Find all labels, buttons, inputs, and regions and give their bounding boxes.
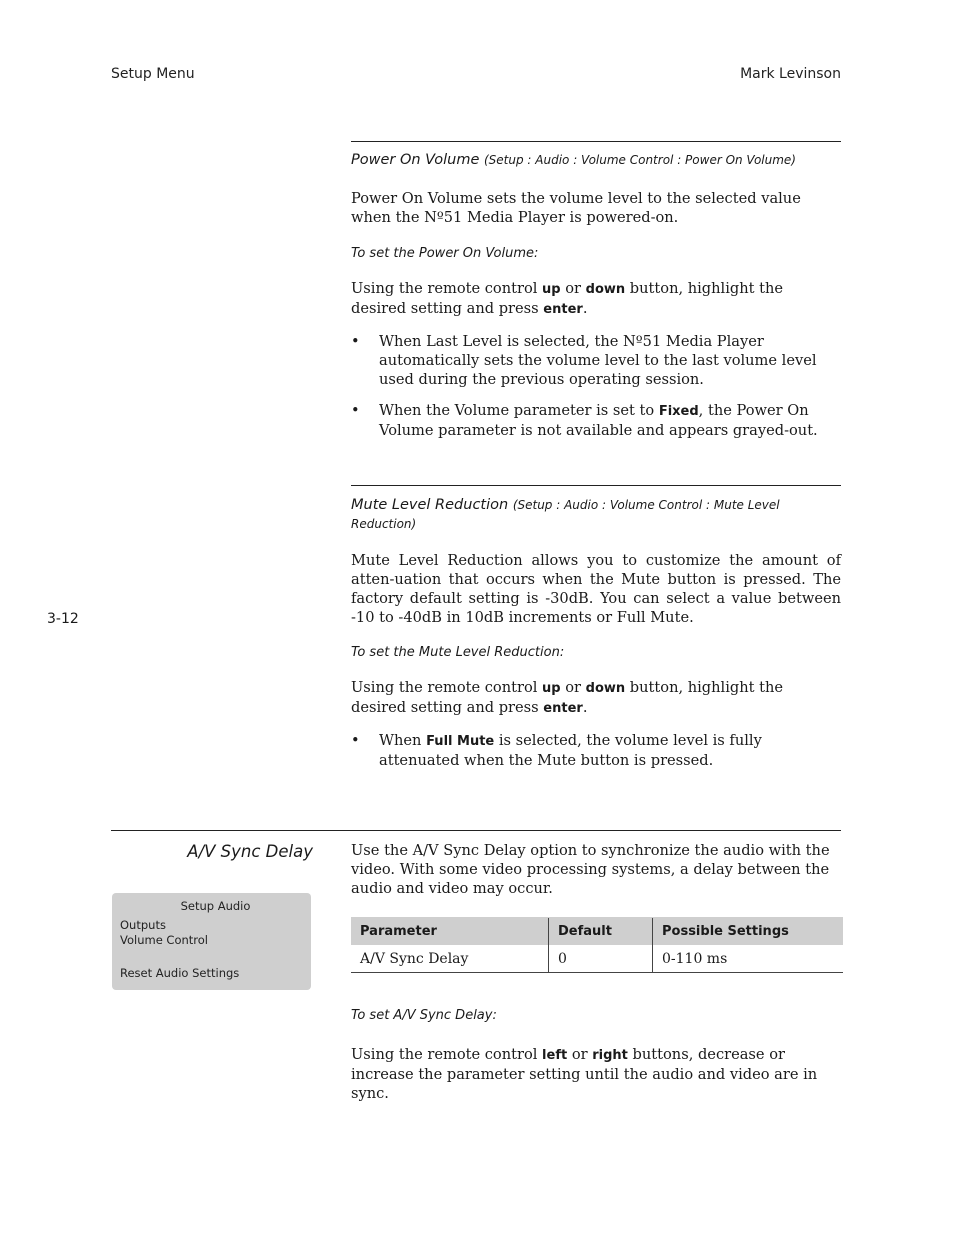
keyword-enter: enter (543, 701, 583, 716)
power-on-volume-heading (351, 151, 843, 170)
text: or (560, 679, 586, 696)
bullet-icon: • (351, 333, 360, 350)
mute-level-reduction-instruction (351, 678, 841, 718)
text: , the Power On Volume parameter is not available and appears grayed-out. (379, 402, 818, 439)
column-header-default: Default (549, 918, 653, 946)
keyword-right: right (592, 1048, 628, 1063)
table-row (351, 945, 843, 973)
section-rule (351, 141, 841, 142)
mute-level-reduction-description: Mute Level Reduction allows you to customize the amount of atten-uation that occurs when the Mute button is pressed. The factory default setting is -30dB. You can select a value between -10 to -40dB in 10dB increments or Full Mute. (351, 552, 841, 626)
text: is selected, the volume level is fully attenuated when the Mute button is pressed. (379, 732, 762, 769)
text: or (567, 1046, 593, 1063)
menu-item-reset-audio-settings[interactable]: Reset Audio Settings (120, 966, 240, 980)
menu-item-volume-control[interactable]: Volume Control (120, 933, 208, 947)
section-title: Mute Level Reduction (351, 497, 509, 513)
keyword-up: up (542, 681, 561, 696)
menu-path: (Setup : Audio : Volume Control : Mute Level Reduction) (351, 498, 780, 531)
keyword-up: up (542, 282, 561, 297)
power-on-volume-instruction (351, 279, 841, 319)
section-title: Power On Volume (351, 152, 480, 168)
text: Using the remote control (351, 679, 543, 696)
text: button, highlight the desired setting and press (351, 280, 784, 317)
text: . (582, 699, 588, 716)
bullet-text (379, 731, 841, 770)
column-header-parameter: Parameter (351, 918, 549, 946)
table-cell: 0 (549, 945, 653, 973)
keyword-left: left (542, 1048, 568, 1063)
table-cell: 0-110 ms (653, 945, 844, 973)
text: When the Volume parameter is set to (379, 402, 659, 419)
av-sync-subheading: To set A/V Sync Delay: (351, 1008, 497, 1023)
parameter-table (351, 917, 843, 973)
keyword-down: down (585, 282, 626, 297)
text: Using the remote control (351, 1046, 543, 1063)
table-header-row (351, 918, 843, 946)
mute-level-reduction-heading (351, 496, 843, 534)
table-cell: A/V Sync Delay (351, 945, 549, 973)
setup-audio-menu (112, 893, 311, 990)
keyword-enter: enter (543, 302, 583, 317)
keyword-fixed: Fixed (658, 404, 699, 419)
power-on-volume-description: Power On Volume sets the volume level to the selected value when the Nº51 Media Player is powered-on. (351, 190, 801, 226)
bullet-icon: • (351, 732, 360, 749)
mute-level-reduction-subheading: To set the Mute Level Reduction: (351, 645, 565, 660)
keyword-down: down (585, 681, 626, 696)
menu-title: Setup Audio (180, 899, 251, 913)
av-sync-description: Use the A/V Sync Delay option to synchronize the audio with the video. With some video processing systems, a delay between the audio and video may occur. (351, 842, 830, 897)
header-left: Setup Menu (111, 66, 195, 82)
power-on-volume-subheading: To set the Power On Volume: (351, 246, 539, 261)
keyword-full-mute: Full Mute (426, 734, 495, 749)
text: Using the remote control (351, 280, 543, 297)
menu-item-outputs[interactable]: Outputs (120, 918, 166, 932)
text: When (379, 732, 427, 749)
text: button, highlight the desired setting and press (351, 679, 784, 716)
av-sync-title: A/V Sync Delay (187, 842, 313, 861)
bullet-icon: • (351, 402, 360, 419)
section-rule (351, 485, 841, 486)
text: or (560, 280, 586, 297)
column-header-possible-settings: Possible Settings (653, 918, 844, 946)
text: buttons, decrease or increase the parameter setting until the audio and video are in sync. (351, 1046, 818, 1102)
menu-path: (Setup : Audio : Volume Control : Power On Volume) (484, 153, 796, 167)
text: . (582, 300, 588, 317)
av-sync-instruction (351, 1045, 841, 1103)
header-right: Mark Levinson (740, 66, 841, 82)
section-rule (111, 830, 841, 831)
page-number: 3-12 (47, 611, 79, 627)
bullet-text (379, 401, 841, 440)
bullet-text: When Last Level is selected, the Nº51 Media Player automatically sets the volume level to the last volume level used during the previous operating session. (379, 333, 817, 388)
